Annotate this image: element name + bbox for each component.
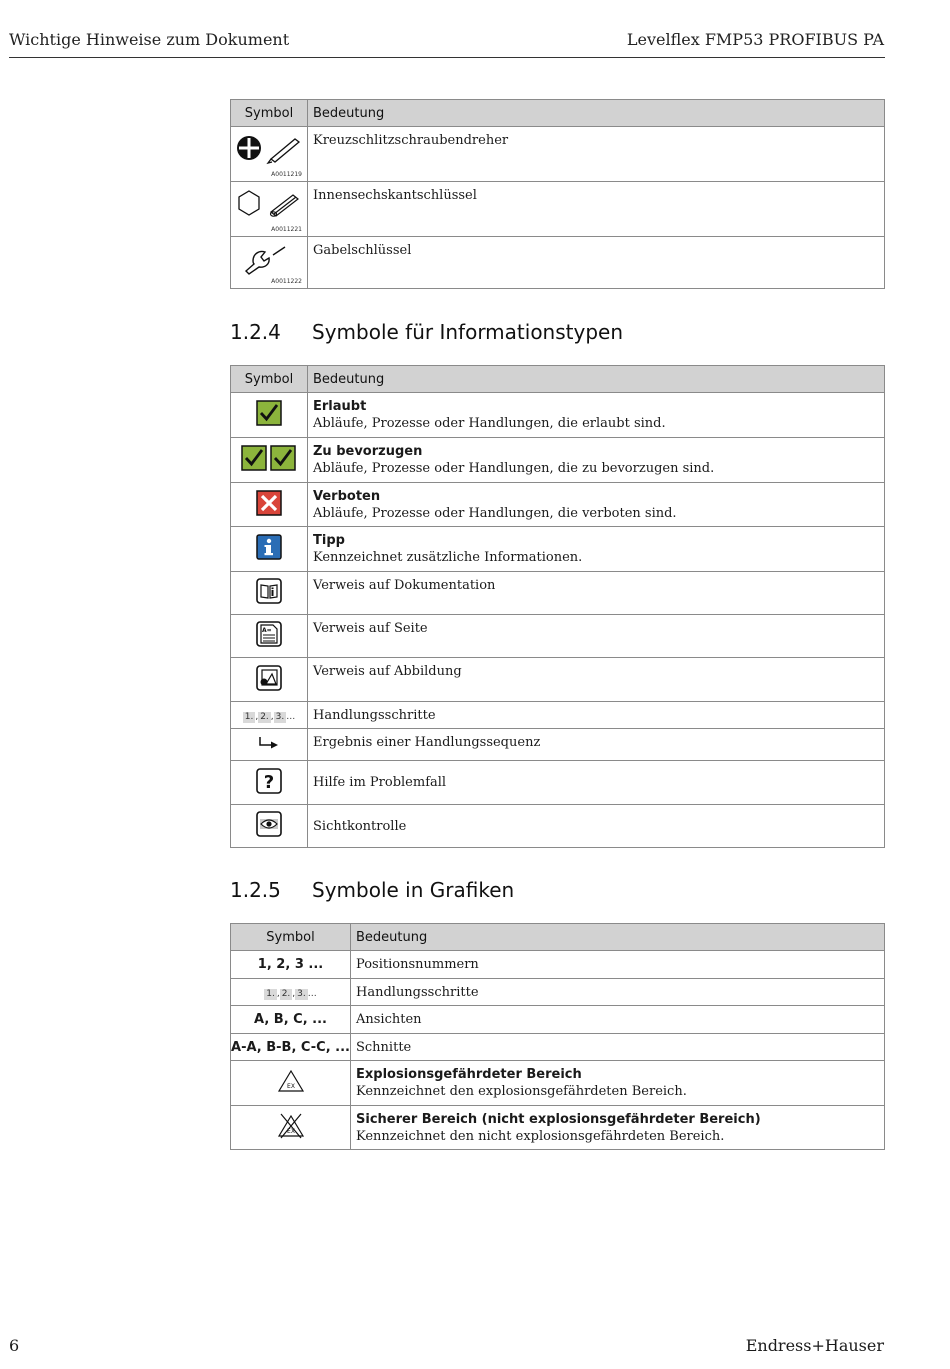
table-row (231, 483, 885, 527)
symbol-cell (231, 729, 308, 761)
symbol-cell (231, 979, 351, 1006)
meaning-text: Kennzeichnet den nicht explosionsgefährdeten Bereich. (356, 1129, 725, 1144)
meaning-text: Abläufe, Prozesse oder Handlungen, die verboten sind. (313, 506, 677, 521)
table-row (231, 615, 885, 658)
meaning-title: Tipp (313, 533, 345, 548)
step-number: 2. (281, 988, 291, 999)
meaning-title: Explosionsgefährdeter Bereich (356, 1067, 582, 1082)
symbol-cell (231, 1034, 351, 1061)
col-header-meaning: Bedeutung (351, 924, 885, 951)
open-end-wrench-icon (235, 241, 305, 279)
meaning-cell: Verweis auf Abbildung (308, 658, 885, 702)
symbol-cell (231, 702, 308, 729)
step-number: 3. (297, 988, 306, 999)
permitted-check-icon (256, 400, 282, 426)
meaning-cell (308, 438, 885, 483)
symbol-cell (231, 1006, 351, 1034)
section-number: 1.2.5 (230, 878, 281, 902)
symbol-cell (231, 572, 308, 615)
col-header-meaning: Bedeutung (308, 100, 885, 127)
step-ellipsis: … (307, 988, 317, 999)
meaning-cell: Hilfe im Problemfall (308, 761, 885, 805)
step-ellipsis: … (286, 711, 296, 722)
meaning-cell: Verweis auf Seite (308, 615, 885, 658)
meaning-cell: Innensechskantschlüssel (308, 182, 885, 237)
brand-name: Endress+Hauser (745, 1336, 884, 1355)
meaning-cell (308, 483, 885, 527)
col-header-symbol: Symbol (231, 100, 308, 127)
meaning-cell: Handlungsschritte (351, 979, 885, 1006)
symbol-cell (231, 951, 351, 979)
step-number: 1. (266, 988, 275, 999)
meaning-cell: Schnitte (351, 1034, 885, 1061)
graphics-symbols-table (230, 923, 885, 1150)
step-number: 3. (275, 711, 285, 722)
meaning-text: Kennzeichnet den explosionsgefährdeten Bereich. (356, 1084, 687, 1099)
meaning-cell (351, 1061, 885, 1106)
table-row (231, 805, 885, 848)
col-header-symbol: Symbol (231, 924, 351, 951)
symbol-cell (231, 127, 308, 182)
table-row (231, 572, 885, 615)
figure-id: A0011219 (271, 171, 302, 178)
symbol-cell (231, 761, 308, 805)
section-heading (230, 320, 623, 344)
table-row (231, 1006, 885, 1034)
meaning-cell: Sichtkontrolle (308, 805, 885, 848)
table-row (231, 951, 885, 979)
meaning-title: Zu bevorzugen (313, 444, 423, 459)
symbol-cell (231, 393, 308, 438)
visual-inspection-eye-icon (256, 811, 282, 837)
forbidden-x-icon (256, 490, 282, 516)
table-row (231, 527, 885, 572)
meaning-cell (308, 527, 885, 572)
phillips-screwdriver-icon (235, 131, 305, 171)
meaning-cell (308, 393, 885, 438)
running-header-right: Levelflex FMP53 PROFIBUS PA (626, 30, 884, 49)
col-header-symbol: Symbol (231, 366, 308, 393)
page-reference-icon (256, 621, 282, 647)
table-row (231, 658, 885, 702)
symbol-cell (231, 658, 308, 702)
steps-icon (243, 712, 296, 722)
info-tip-icon (256, 534, 282, 560)
symbol-cell (231, 182, 308, 237)
table-row (231, 438, 885, 483)
step-separator: , (276, 988, 280, 999)
meaning-cell: Ansichten (351, 1006, 885, 1034)
step-number: 2. (260, 711, 269, 722)
svg-text:EX: EX (286, 1127, 295, 1135)
meaning-cell: Handlungsschritte (308, 702, 885, 729)
svg-text:A=: A= (262, 627, 272, 634)
meaning-title: Erlaubt (313, 399, 367, 414)
col-header-meaning: Bedeutung (308, 366, 885, 393)
meaning-title: Verboten (313, 489, 381, 504)
hex-key-icon (235, 186, 305, 226)
meaning-text: Kennzeichnet zusätzliche Informationen. (313, 550, 583, 565)
table-row (231, 1034, 885, 1061)
preferred-double-check-icon (241, 445, 297, 471)
section-title: Symbole in Grafiken (312, 878, 515, 902)
info-types-table (230, 365, 885, 848)
svg-text:?: ? (263, 771, 275, 793)
help-question-icon (256, 768, 282, 794)
figure-reference-icon (256, 665, 282, 691)
symbol-text: A-A, B-B, C-C, ... (231, 1039, 350, 1055)
figure-id: A0011221 (271, 226, 302, 233)
symbol-text: 1, 2, 3 ... (257, 957, 324, 972)
meaning-text: Abläufe, Prozesse oder Handlungen, die zu bevorzugen sind. (313, 461, 715, 476)
step-separator: , (292, 988, 296, 999)
documentation-book-icon (256, 578, 282, 604)
section-heading (230, 878, 514, 902)
table-row (231, 1061, 885, 1106)
meaning-text: Abläufe, Prozesse oder Handlungen, die erlaubt sind. (313, 416, 666, 431)
table-row (231, 979, 885, 1006)
explosion-hazard-icon (277, 1069, 305, 1093)
result-arrow-icon (257, 736, 281, 750)
symbol-text: A, B, C, ... (254, 1012, 327, 1027)
step-number: 1. (244, 711, 254, 722)
meaning-cell: Ergebnis einer Handlungssequenz (308, 729, 885, 761)
safe-area-icon (277, 1113, 305, 1139)
symbol-cell (231, 1106, 351, 1150)
step-separator: , (270, 711, 274, 722)
section-title: Symbole für Informationstypen (312, 320, 624, 344)
meaning-cell (351, 1106, 885, 1150)
tools-table (230, 99, 885, 289)
symbol-cell (231, 805, 308, 848)
symbol-cell (231, 1061, 351, 1106)
table-row (231, 1106, 885, 1150)
symbol-cell (231, 237, 308, 289)
meaning-cell: Verweis auf Dokumentation (308, 572, 885, 615)
step-separator: , (255, 711, 259, 722)
section-number: 1.2.4 (230, 320, 281, 344)
symbol-cell (231, 438, 308, 483)
steps-icon (264, 989, 317, 999)
table-row (231, 127, 885, 182)
meaning-cell: Kreuzschlitzschraubendreher (308, 127, 885, 182)
page-number: 6 (9, 1336, 20, 1355)
meaning-cell: Gabelschlüssel (308, 237, 885, 289)
table-row (231, 729, 885, 761)
meaning-title: Sicherer Bereich (nicht explosionsgefährdeter Bereich) (356, 1112, 761, 1127)
table-row (231, 182, 885, 237)
meaning-cell: Positionsnummern (351, 951, 885, 979)
svg-text:EX: EX (286, 1083, 295, 1090)
figure-id: A0011222 (271, 278, 302, 285)
table-row (231, 393, 885, 438)
table-row (231, 237, 885, 289)
header-rule (9, 57, 885, 58)
table-row (231, 702, 885, 729)
symbol-cell (231, 615, 308, 658)
table-row (231, 761, 885, 805)
running-header-left: Wichtige Hinweise zum Dokument (9, 30, 290, 49)
symbol-cell (231, 483, 308, 527)
symbol-cell (231, 527, 308, 572)
